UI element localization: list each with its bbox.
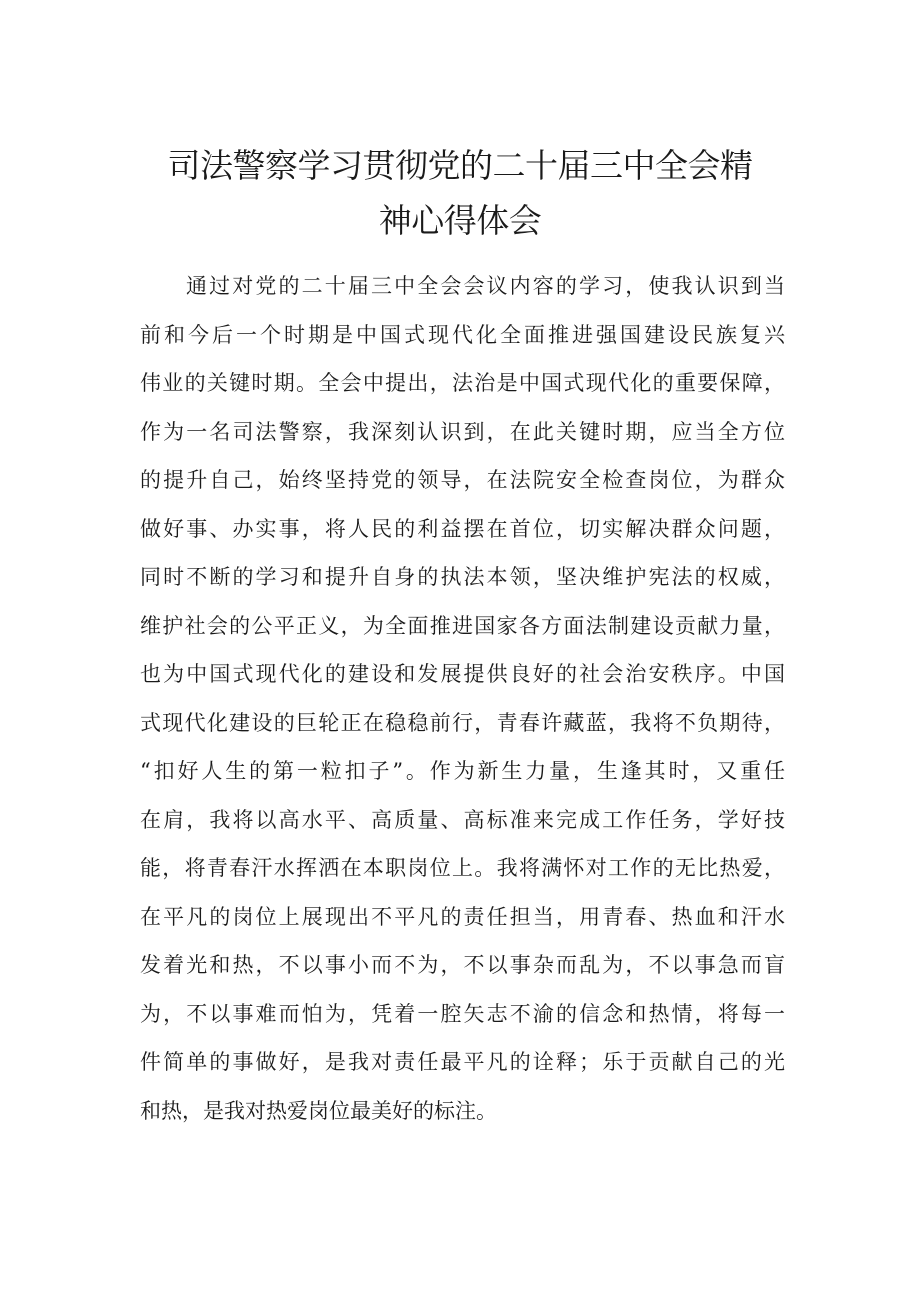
- body-line: 和热，是我对热爱岗位最美好的标注。: [140, 1098, 497, 1123]
- body-line: 件简单的事做好，是我对责任最平凡的诠释；乐于贡献自己的光: [140, 1050, 785, 1074]
- body-line: 在平凡的岗位上展现出不平凡的责任担当，用青春、热血和汗水: [140, 904, 785, 929]
- document-title-line-2: 神心得体会: [378, 201, 542, 240]
- body-line: 做好事、办实事，将人民的利益摆在首位，切实解决群众问题，: [140, 516, 785, 541]
- body-line: 同时不断的学习和提升自身的执法本领，坚决维护宪法的权威，: [140, 565, 785, 589]
- body-line: 的提升自己，始终坚持党的领导，在法院安全检查岗位，为群众: [140, 468, 785, 492]
- body-line: 发着光和热，不以事小而不为，不以事杂而乱为，不以事急而盲: [140, 953, 785, 977]
- body-line: 在肩，我将以高水平、高质量、高标准来完成工作任务，学好技: [140, 807, 785, 832]
- body-line: 为，不以事难而怕为，凭着一腔矢志不渝的信念和热情，将每一: [140, 1001, 785, 1026]
- document-body: [140, 270, 785, 1143]
- body-line: 式现代化建设的巨轮正在稳稳前行，青春许藏蓝，我将不负期待，: [140, 710, 785, 735]
- body-line: 通过对党的二十届三中全会会议内容的学习，使我认识到当: [186, 274, 785, 298]
- document-title-line-1: 司法警察学习贯彻党的二十届三中全会精: [167, 146, 753, 185]
- body-line: 伟业的关键时期。全会中提出，法治是中国式现代化的重要保障，: [140, 371, 785, 395]
- body-line: 作为一名司法警察，我深刻认识到，在此关键时期，应当全方位: [140, 419, 785, 444]
- body-line: 能，将青春汗水挥洒在本职岗位上。我将满怀对工作的无比热爱，: [140, 856, 785, 880]
- body-line: 维护社会的公平正义，为全面推进国家各方面法制建设贡献力量，: [140, 613, 785, 638]
- body-line: 也为中国式现代化的建设和发展提供良好的社会治安秩序。中国: [140, 662, 785, 686]
- body-line: “扣好人生的第一粒扣子”。作为新生力量，生逢其时，又重任: [140, 759, 785, 783]
- body-line: 前和今后一个时期是中国式现代化全面推进强国建设民族复兴: [140, 322, 785, 347]
